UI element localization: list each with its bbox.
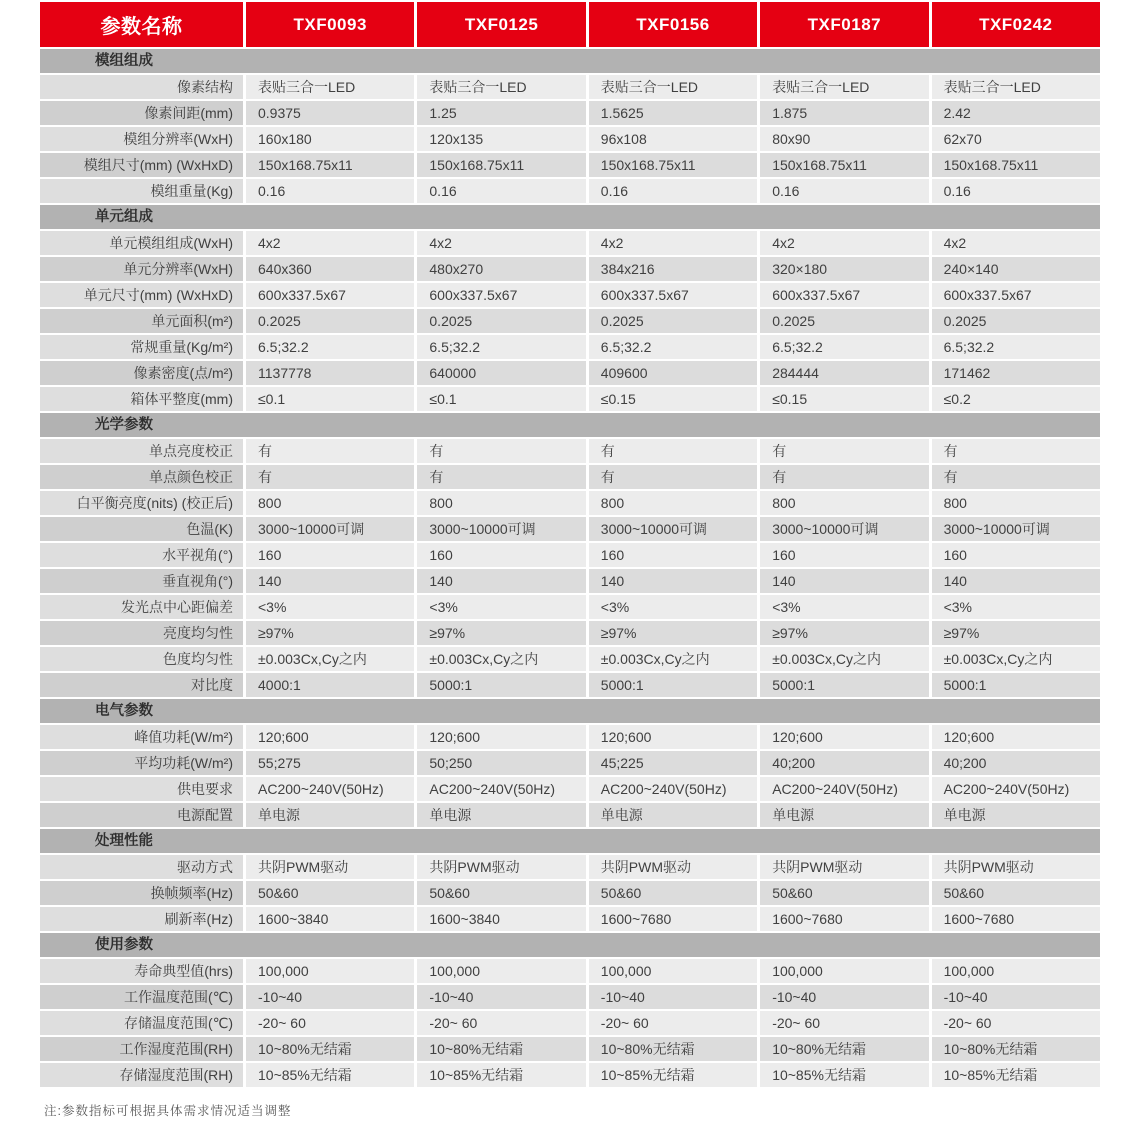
- header-cell-model-5: TXF0242: [932, 2, 1100, 47]
- param-value: 10~80%无结霜: [246, 1037, 414, 1061]
- param-value: 120;600: [246, 725, 414, 749]
- param-value: 100,000: [417, 959, 585, 983]
- param-value: 0.16: [760, 179, 928, 203]
- param-value: ±0.003Cx,Cy之内: [760, 647, 928, 671]
- param-label: 单元面积(m²): [40, 309, 243, 333]
- param-value: ≤0.15: [760, 387, 928, 411]
- param-value: 0.2025: [932, 309, 1100, 333]
- param-value: 0.16: [589, 179, 757, 203]
- param-value: 共阴PWM驱动: [417, 855, 585, 879]
- param-label: 工作温度范围(℃): [40, 985, 243, 1009]
- param-value: 表贴三合一LED: [246, 75, 414, 99]
- param-label: 单元分辨率(WxH): [40, 257, 243, 281]
- param-value: 600x337.5x67: [417, 283, 585, 307]
- param-value: 单电源: [589, 803, 757, 827]
- param-value: 6.5;32.2: [246, 335, 414, 359]
- param-value: 100,000: [246, 959, 414, 983]
- param-value: 3000~10000可调: [246, 517, 414, 541]
- param-value: 有: [932, 439, 1100, 463]
- param-value: 160: [932, 543, 1100, 567]
- param-value: 640000: [417, 361, 585, 385]
- param-value: AC200~240V(50Hz): [760, 777, 928, 801]
- param-value: 4x2: [246, 231, 414, 255]
- param-value: 共阴PWM驱动: [932, 855, 1100, 879]
- param-value: -10~40: [589, 985, 757, 1009]
- param-value: 40;200: [932, 751, 1100, 775]
- param-label: 存储温度范围(℃): [40, 1011, 243, 1035]
- param-value: 150x168.75x11: [246, 153, 414, 177]
- param-value: 3000~10000可调: [417, 517, 585, 541]
- header-cell-model-3: TXF0156: [589, 2, 757, 47]
- param-value: 0.2025: [417, 309, 585, 333]
- param-value: 600x337.5x67: [589, 283, 757, 307]
- param-value: 140: [417, 569, 585, 593]
- param-value: 100,000: [760, 959, 928, 983]
- param-value: 50&60: [246, 881, 414, 905]
- param-value: 80x90: [760, 127, 928, 151]
- param-value: 1.5625: [589, 101, 757, 125]
- param-value: ≥97%: [417, 621, 585, 645]
- param-value: 10~85%无结霜: [417, 1063, 585, 1087]
- param-value: 480x270: [417, 257, 585, 281]
- param-value: 表贴三合一LED: [417, 75, 585, 99]
- section-title: 使用参数: [40, 933, 1100, 957]
- param-label: 换帧频率(Hz): [40, 881, 243, 905]
- param-label: 亮度均匀性: [40, 621, 243, 645]
- param-value: 表贴三合一LED: [589, 75, 757, 99]
- param-value: 3000~10000可调: [932, 517, 1100, 541]
- param-value: 150x168.75x11: [760, 153, 928, 177]
- param-value: 55;275: [246, 751, 414, 775]
- param-value: 6.5;32.2: [589, 335, 757, 359]
- param-value: 0.9375: [246, 101, 414, 125]
- param-label: 驱动方式: [40, 855, 243, 879]
- param-value: 0.2025: [589, 309, 757, 333]
- param-value: AC200~240V(50Hz): [589, 777, 757, 801]
- param-value: ≤0.1: [417, 387, 585, 411]
- param-value: 100,000: [589, 959, 757, 983]
- param-label: 存储湿度范围(RH): [40, 1063, 243, 1087]
- param-value: 800: [760, 491, 928, 515]
- param-value: 800: [589, 491, 757, 515]
- param-value: 共阴PWM驱动: [589, 855, 757, 879]
- param-value: 10~85%无结霜: [246, 1063, 414, 1087]
- param-value: 4x2: [417, 231, 585, 255]
- param-value: 800: [932, 491, 1100, 515]
- param-value: 150x168.75x11: [589, 153, 757, 177]
- param-value: 320×180: [760, 257, 928, 281]
- param-value: <3%: [760, 595, 928, 619]
- param-value: -10~40: [760, 985, 928, 1009]
- param-value: ±0.003Cx,Cy之内: [589, 647, 757, 671]
- param-label: 对比度: [40, 673, 243, 697]
- param-value: 5000:1: [760, 673, 928, 697]
- header-cell-model-2: TXF0125: [417, 2, 585, 47]
- spec-table: [40, 2, 1100, 1087]
- param-value: <3%: [417, 595, 585, 619]
- param-value: ≥97%: [589, 621, 757, 645]
- param-value: 单电源: [246, 803, 414, 827]
- param-value: 120;600: [417, 725, 585, 749]
- param-value: 160: [417, 543, 585, 567]
- param-value: 3000~10000可调: [589, 517, 757, 541]
- param-value: -20~ 60: [760, 1011, 928, 1035]
- param-value: 45;225: [589, 751, 757, 775]
- param-value: ≥97%: [246, 621, 414, 645]
- param-label: 供电要求: [40, 777, 243, 801]
- param-value: ≤0.1: [246, 387, 414, 411]
- param-label: 色度均匀性: [40, 647, 243, 671]
- section-title: 光学参数: [40, 413, 1100, 437]
- param-value: ≤0.2: [932, 387, 1100, 411]
- param-value: 单电源: [932, 803, 1100, 827]
- param-value: 600x337.5x67: [932, 283, 1100, 307]
- param-value: 160: [246, 543, 414, 567]
- param-value: 160x180: [246, 127, 414, 151]
- param-value: ±0.003Cx,Cy之内: [932, 647, 1100, 671]
- param-value: 3000~10000可调: [760, 517, 928, 541]
- param-value: 120;600: [760, 725, 928, 749]
- param-value: 284444: [760, 361, 928, 385]
- param-value: 0.16: [417, 179, 585, 203]
- param-value: 96x108: [589, 127, 757, 151]
- param-value: 4x2: [760, 231, 928, 255]
- param-value: 140: [589, 569, 757, 593]
- param-value: -20~ 60: [932, 1011, 1100, 1035]
- param-value: 150x168.75x11: [417, 153, 585, 177]
- param-value: 100,000: [932, 959, 1100, 983]
- param-label: 箱体平整度(mm): [40, 387, 243, 411]
- param-value: 0.16: [246, 179, 414, 203]
- param-value: 120x135: [417, 127, 585, 151]
- section-title: 电气参数: [40, 699, 1100, 723]
- param-value: 140: [246, 569, 414, 593]
- param-value: 1600~7680: [932, 907, 1100, 931]
- param-value: 800: [417, 491, 585, 515]
- param-value: 50&60: [417, 881, 585, 905]
- param-value: 384x216: [589, 257, 757, 281]
- param-label: 刷新率(Hz): [40, 907, 243, 931]
- param-value: 640x360: [246, 257, 414, 281]
- param-value: 0.2025: [760, 309, 928, 333]
- param-value: 10~80%无结霜: [417, 1037, 585, 1061]
- param-value: 50&60: [589, 881, 757, 905]
- param-value: 171462: [932, 361, 1100, 385]
- param-label: 像素间距(mm): [40, 101, 243, 125]
- param-value: 50;250: [417, 751, 585, 775]
- section-title: 模组组成: [40, 49, 1100, 73]
- param-value: 有: [589, 439, 757, 463]
- param-value: -10~40: [246, 985, 414, 1009]
- param-value: 1137778: [246, 361, 414, 385]
- param-value: -20~ 60: [417, 1011, 585, 1035]
- param-value: 有: [246, 465, 414, 489]
- param-value: 0.16: [932, 179, 1100, 203]
- header-cell-model-1: TXF0093: [246, 2, 414, 47]
- param-value: 1.875: [760, 101, 928, 125]
- param-value: 单电源: [760, 803, 928, 827]
- param-value: 140: [932, 569, 1100, 593]
- param-value: 160: [760, 543, 928, 567]
- param-value: ≤0.15: [589, 387, 757, 411]
- param-label: 色温(K): [40, 517, 243, 541]
- param-value: 10~85%无结霜: [932, 1063, 1100, 1087]
- param-value: 10~85%无结霜: [589, 1063, 757, 1087]
- param-value: AC200~240V(50Hz): [932, 777, 1100, 801]
- param-value: ≥97%: [760, 621, 928, 645]
- param-value: 409600: [589, 361, 757, 385]
- param-value: -20~ 60: [589, 1011, 757, 1035]
- param-value: AC200~240V(50Hz): [417, 777, 585, 801]
- param-value: 4000:1: [246, 673, 414, 697]
- param-value: 50&60: [760, 881, 928, 905]
- param-label: 单点颜色校正: [40, 465, 243, 489]
- param-label: 峰值功耗(W/m²): [40, 725, 243, 749]
- param-value: <3%: [246, 595, 414, 619]
- param-label: 像素密度(点/m²): [40, 361, 243, 385]
- param-value: -20~ 60: [246, 1011, 414, 1035]
- param-value: 有: [932, 465, 1100, 489]
- param-value: 140: [760, 569, 928, 593]
- param-value: 6.5;32.2: [932, 335, 1100, 359]
- param-value: 600x337.5x67: [760, 283, 928, 307]
- param-value: 1.25: [417, 101, 585, 125]
- param-value: ±0.003Cx,Cy之内: [417, 647, 585, 671]
- header-cell-model-4: TXF0187: [760, 2, 928, 47]
- param-value: ±0.003Cx,Cy之内: [246, 647, 414, 671]
- param-value: 5000:1: [932, 673, 1100, 697]
- param-value: 10~80%无结霜: [589, 1037, 757, 1061]
- param-value: 150x168.75x11: [932, 153, 1100, 177]
- param-value: 160: [589, 543, 757, 567]
- param-value: 6.5;32.2: [760, 335, 928, 359]
- param-label: 模组分辨率(WxH): [40, 127, 243, 151]
- param-value: 共阴PWM驱动: [760, 855, 928, 879]
- param-label: 寿命典型值(hrs): [40, 959, 243, 983]
- param-value: ≥97%: [932, 621, 1100, 645]
- param-label: 像素结构: [40, 75, 243, 99]
- param-value: <3%: [589, 595, 757, 619]
- param-value: 单电源: [417, 803, 585, 827]
- param-label: 水平视角(°): [40, 543, 243, 567]
- param-value: 1600~3840: [417, 907, 585, 931]
- param-value: 40;200: [760, 751, 928, 775]
- param-value: 62x70: [932, 127, 1100, 151]
- param-value: 有: [246, 439, 414, 463]
- param-value: 有: [589, 465, 757, 489]
- param-value: 1600~3840: [246, 907, 414, 931]
- param-value: 6.5;32.2: [417, 335, 585, 359]
- param-value: 有: [417, 465, 585, 489]
- param-value: 表贴三合一LED: [760, 75, 928, 99]
- param-value: 50&60: [932, 881, 1100, 905]
- param-label: 电源配置: [40, 803, 243, 827]
- param-value: 600x337.5x67: [246, 283, 414, 307]
- param-value: 240×140: [932, 257, 1100, 281]
- param-value: 有: [760, 439, 928, 463]
- param-label: 常规重量(Kg/m²): [40, 335, 243, 359]
- param-label: 白平衡亮度(nits) (校正后): [40, 491, 243, 515]
- param-value: 10~80%无结霜: [932, 1037, 1100, 1061]
- param-label: 模组尺寸(mm) (WxHxD): [40, 153, 243, 177]
- param-value: -10~40: [932, 985, 1100, 1009]
- param-label: 平均功耗(W/m²): [40, 751, 243, 775]
- param-value: 5000:1: [589, 673, 757, 697]
- param-value: 5000:1: [417, 673, 585, 697]
- param-label: 发光点中心距偏差: [40, 595, 243, 619]
- param-value: 共阴PWM驱动: [246, 855, 414, 879]
- param-value: 800: [246, 491, 414, 515]
- param-value: AC200~240V(50Hz): [246, 777, 414, 801]
- param-value: 120;600: [589, 725, 757, 749]
- param-value: 表贴三合一LED: [932, 75, 1100, 99]
- param-value: 1600~7680: [760, 907, 928, 931]
- param-value: 4x2: [932, 231, 1100, 255]
- footnote: 注:参数指标可根据具体需求情况适当调整: [44, 1104, 292, 1118]
- param-label: 单元模组组成(WxH): [40, 231, 243, 255]
- param-value: 120;600: [932, 725, 1100, 749]
- section-title: 单元组成: [40, 205, 1100, 229]
- param-value: 1600~7680: [589, 907, 757, 931]
- param-value: 10~85%无结霜: [760, 1063, 928, 1087]
- param-value: 2.42: [932, 101, 1100, 125]
- param-value: 4x2: [589, 231, 757, 255]
- param-value: 0.2025: [246, 309, 414, 333]
- param-value: -10~40: [417, 985, 585, 1009]
- header-cell-param-name: 参数名称: [40, 2, 243, 47]
- param-label: 模组重量(Kg): [40, 179, 243, 203]
- param-label: 垂直视角(°): [40, 569, 243, 593]
- param-value: 有: [417, 439, 585, 463]
- param-label: 工作湿度范围(RH): [40, 1037, 243, 1061]
- param-label: 单点亮度校正: [40, 439, 243, 463]
- param-value: <3%: [932, 595, 1100, 619]
- param-value: 有: [760, 465, 928, 489]
- param-label: 单元尺寸(mm) (WxHxD): [40, 283, 243, 307]
- section-title: 处理性能: [40, 829, 1100, 853]
- param-value: 10~80%无结霜: [760, 1037, 928, 1061]
